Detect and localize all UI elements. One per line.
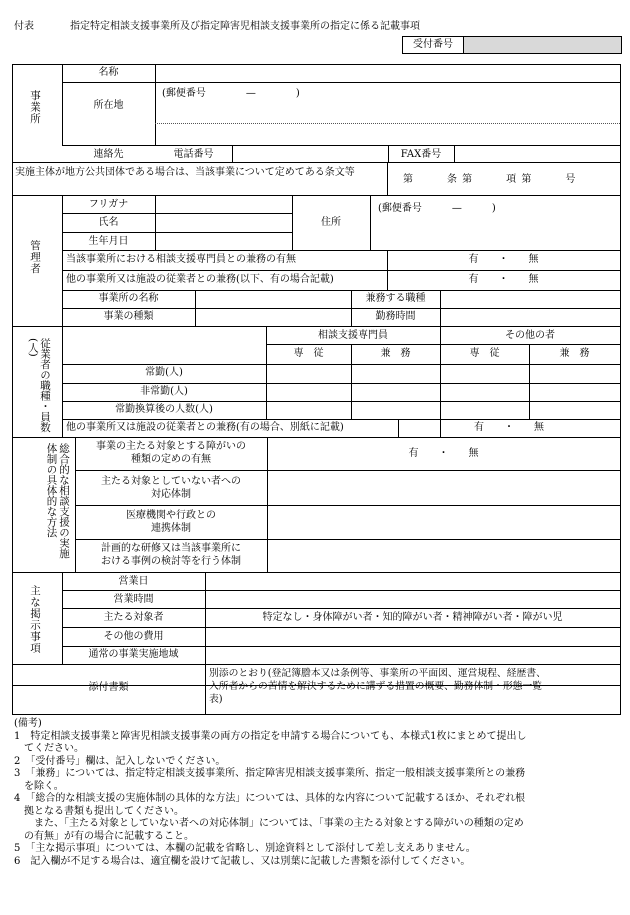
office-fax-label: FAX番号 — [400, 149, 442, 160]
staff-parttime-label: 非常勤(人) — [140, 386, 188, 397]
staff-specialist-concurrent-fulltime-field[interactable] — [352, 365, 439, 382]
staff-other-concurrent-choice[interactable]: 有 ・ 無 — [474, 422, 544, 433]
office-contact-label: 連絡先 — [93, 149, 124, 160]
staff-specialist-concurrent-header: 兼 務 — [380, 348, 411, 359]
staff-other-concurrent-label: 他の事業所又は施設の従業者との兼務(有の場合、別紙に記載) — [66, 422, 344, 433]
notice-fees-field[interactable] — [206, 628, 619, 645]
note-1-line1: 1 特定相談支援事業と障害児相談支援事業の両方の指定を申請する場合についても、本様式1枚にまとめて提出し — [14, 730, 527, 742]
note-1-line2: てください。 — [14, 743, 84, 754]
notice-target-choice[interactable]: 特定なし・身体障がい者・知的障がい者・精神障がい者・障がい児 — [262, 612, 563, 623]
staff-fulltime-label: 常勤(人) — [145, 367, 183, 378]
office-name-label: 名称 — [98, 67, 119, 78]
staff-section-label: 従業者の職種・員数(人) — [27, 338, 51, 433]
manager-concurrent-other-choice[interactable]: 有 ・ 無 — [468, 274, 539, 285]
staff-others-concurrent-header: 兼 務 — [559, 348, 590, 359]
notes-block — [14, 718, 624, 868]
manager-work-hours-field[interactable] — [441, 309, 619, 325]
note-4-line3: また、「主たる対象としていない者への対応体制」については、「事業の主たる対象とする障がいの種類の定め — [14, 818, 524, 829]
notes-heading: (備考) — [14, 718, 42, 729]
staff-others-dedicated-fulltime-field[interactable] — [441, 365, 528, 382]
manager-birth-field[interactable] — [156, 233, 291, 249]
staff-others-dedicated-header: 専 従 — [469, 348, 500, 359]
office-section-label: 事業所 — [29, 90, 41, 125]
staff-specialist-dedicated-fulltime-field[interactable] — [267, 365, 350, 382]
note-4-line2: 拠となる書類も提出してください。 — [14, 805, 184, 817]
notice-hours-label: 営業時間 — [113, 594, 154, 605]
system-row3-label-line2: 連携体制 — [151, 523, 191, 534]
manager-section-label: 管理者 — [29, 240, 41, 275]
notice-target-label: 主たる対象者 — [103, 612, 164, 623]
form-label: 付表 — [14, 21, 34, 32]
receipt-label-cell — [402, 36, 464, 54]
system-row3-label-line1: 医療機関や行政との — [126, 510, 216, 521]
manager-office-name-field[interactable] — [196, 291, 350, 307]
staff-others-concurrent-fulltime-field[interactable] — [530, 365, 619, 382]
system-row4-label-line1: 計画的な研修又は当該事業所に — [101, 543, 241, 554]
notice-section-label: 主な掲示事項 — [29, 585, 41, 654]
notice-area-label: 通常の事業実施地域 — [88, 649, 179, 660]
note-3-line1: 3 「兼務」については、指定特定相談支援事業所、指定障害児相談支援事業所、指定一般相談支援事業所との兼務 — [14, 768, 526, 779]
manager-concurrent-specialist-label: 当該事業所における相談支援専門員との兼務の有無 — [66, 254, 296, 265]
form-title: 指定特定相談支援事業所及び指定障害児相談支援事業所の指定に係る記載事項 — [70, 21, 420, 32]
system-row3-field[interactable] — [268, 506, 619, 538]
office-address-field[interactable] — [156, 103, 619, 143]
receipt-label: 受付番号 — [413, 39, 453, 50]
receipt-number-field[interactable] — [463, 36, 622, 54]
note-4-line4: の有無」が有の場合に記載すること。 — [14, 830, 194, 842]
note-2: 2 「受付番号」欄は、記入しないでください。 — [14, 755, 226, 767]
office-phone-field[interactable] — [233, 146, 387, 161]
note-3-line2: を除く。 — [14, 780, 64, 792]
attachment-text-line1: 別添のとおり(登記簿謄本又は条例等、事業所の平面図、運営規程、経歴書、 — [209, 668, 546, 679]
staff-converted-label: 常勤換算後の人数(人) — [115, 404, 213, 415]
notice-hours-field[interactable] — [206, 591, 619, 607]
manager-office-type-label: 事業の種類 — [103, 311, 154, 322]
office-fax-field[interactable] — [455, 146, 619, 161]
staff-others-header: その他の者 — [505, 330, 555, 341]
manager-concurrent-specialist-choice[interactable]: 有 ・ 無 — [468, 254, 539, 265]
note-6: 6 記入欄が不足する場合は、適宜欄を設けて記載し、又は別葉に記載した書類を添付してください。 — [14, 855, 471, 867]
manager-name-field[interactable] — [156, 214, 291, 231]
office-name-field[interactable] — [156, 65, 619, 81]
manager-postal-code: (郵便番号 — ) — [378, 203, 496, 214]
manager-furigana-label: フリガナ — [88, 199, 129, 210]
system-row1-label-line2: 種類の定めの有無 — [131, 454, 211, 465]
staff-specialist-dedicated-header: 専 従 — [293, 348, 324, 359]
system-row1-label-line1: 事業の主たる対象とする障がいの — [96, 441, 246, 452]
manager-concurrent-other-label: 他の事業所又は施設の従業者との兼務(以下、有の場合記載) — [66, 274, 334, 285]
note-4-line1: 4 「総合的な相談支援の実施体制の具体的な方法」については、具体的な内容について記載するほか、それぞれ根 — [14, 793, 525, 804]
manager-name-label: 氏名 — [98, 217, 119, 228]
manager-office-type-field[interactable] — [196, 309, 350, 325]
note-5: 5 「主な掲示事項」については、本欄の記載を省略し、別途資料として添付して差し支えありません。 — [14, 843, 476, 854]
attachment-text-line3: 表) — [209, 694, 223, 705]
ordinance-article-field[interactable]: 第 条 第 項 第 号 — [403, 174, 577, 185]
system-row2-field[interactable] — [268, 471, 619, 504]
attachment-text-line2: 入所者からの苦情を解決するために講ずる措置の概要、勤務体制・形態一覧 — [209, 681, 543, 692]
manager-address-field[interactable] — [371, 218, 619, 249]
system-row2-label-line1: 主たる対象としていない者への — [101, 476, 241, 487]
notice-days-field[interactable] — [206, 573, 619, 589]
manager-address-label: 住所 — [321, 217, 341, 228]
notice-days-label: 営業日 — [118, 576, 149, 587]
system-row4-field[interactable] — [268, 540, 619, 571]
system-row4-label-line2: おける事例の検討等を行う体制 — [101, 556, 241, 567]
staff-specialist-header: 相談支援専門員 — [318, 330, 388, 341]
office-phone-label: 電話番号 — [173, 149, 214, 160]
system-row1-choice[interactable]: 有 ・ 無 — [408, 448, 479, 459]
office-postal-code: (郵便番号 — ) — [162, 88, 300, 99]
notice-fees-label: その他の費用 — [103, 631, 164, 642]
system-row2-label-line2: 対応体制 — [151, 489, 191, 500]
ordinance-label: 実施主体が地方公共団体である場合は、当該事業について定めてある条文等 — [15, 167, 355, 178]
manager-birth-label: 生年月日 — [88, 236, 129, 247]
attachment-label: 添付書類 — [88, 682, 129, 693]
manager-office-name-label: 事業所の名称 — [98, 293, 159, 304]
manager-job-type-label: 兼務する職種 — [365, 293, 426, 304]
office-address-label: 所在地 — [93, 100, 124, 111]
manager-work-hours-label: 勤務時間 — [375, 311, 416, 322]
system-section-label: 総合的な相談支援の実施体制の具体的な方法 — [45, 443, 70, 559]
notice-area-field[interactable] — [206, 647, 619, 663]
manager-furigana-field[interactable] — [156, 196, 291, 212]
manager-job-type-field[interactable] — [441, 291, 619, 307]
